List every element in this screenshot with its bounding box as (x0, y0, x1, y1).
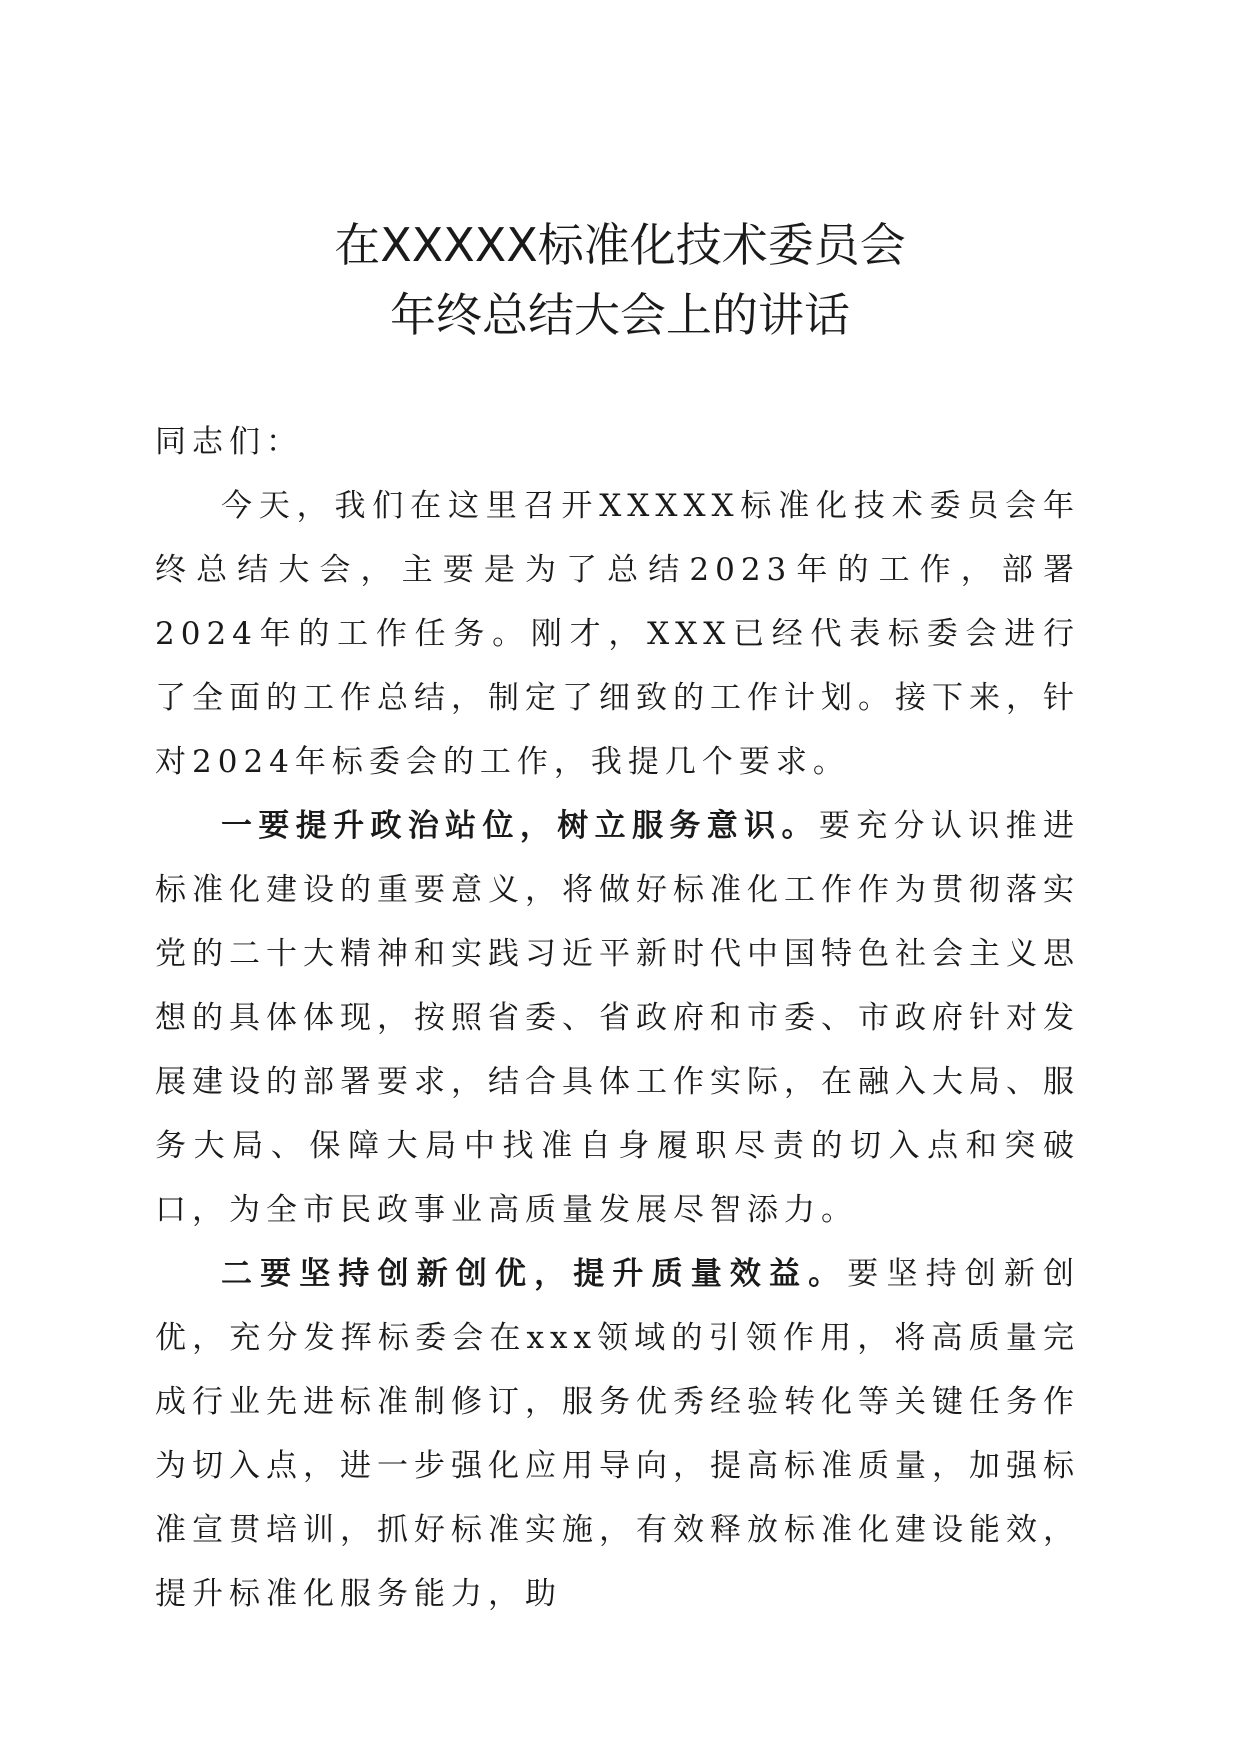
document-title-line-1: 在XXXXX标准化技术委员会 (334, 218, 906, 272)
paragraph-text: 要坚持创新创优，充分发挥标委会在xxx领域的引领作用，将高质量完成行业先进标准制修订，服务优秀经验转化等关键任务作为切入点，进一步强化应用导向，提高标准质量，加强标准宣贯培训，抓好标准实施，有效释放标准化建设能效，提升标准化服务能力，助 (155, 1256, 1081, 1612)
paragraph-point-2 (155, 1242, 1080, 1626)
document-body (155, 410, 1080, 1626)
paragraph-lead: 二要坚持创新创优，提升质量效益。 (221, 1256, 848, 1292)
paragraph-text: 今天，我们在这里召开XXXXX标准化技术委员会年终总结大会，主要是为了总结2023年的工作，部署2024年的工作任务。刚才，XXX已经代表标委会进行了全面的工作总结，制定了细致的工作计划。接下来，针对2024年标委会的工作，我提几个要求。 (155, 488, 1080, 780)
salutation: 同志们： (155, 424, 303, 460)
paragraph-point-1 (155, 794, 1080, 1242)
paragraph-text: 要充分认识推进标准化建设的重要意义，将做好标准化工作作为贯彻落实党的二十大精神和实践习近平新时代中国特色社会主义思想的具体体现，按照省委、省政府和市委、市政府针对发展建设的部署要求，结合具体工作实际，在融入大局、服务大局、保障大局中找准自身履职尽责的切入点和突破口，为全市民政事业高质量发展尽智添力。 (155, 808, 1081, 1228)
paragraph-lead: 一要提升政治站位，树立服务意识。 (221, 808, 819, 844)
paragraph-opening (155, 474, 1080, 794)
document-title-line-2: 年终总结大会上的讲话 (390, 288, 850, 342)
